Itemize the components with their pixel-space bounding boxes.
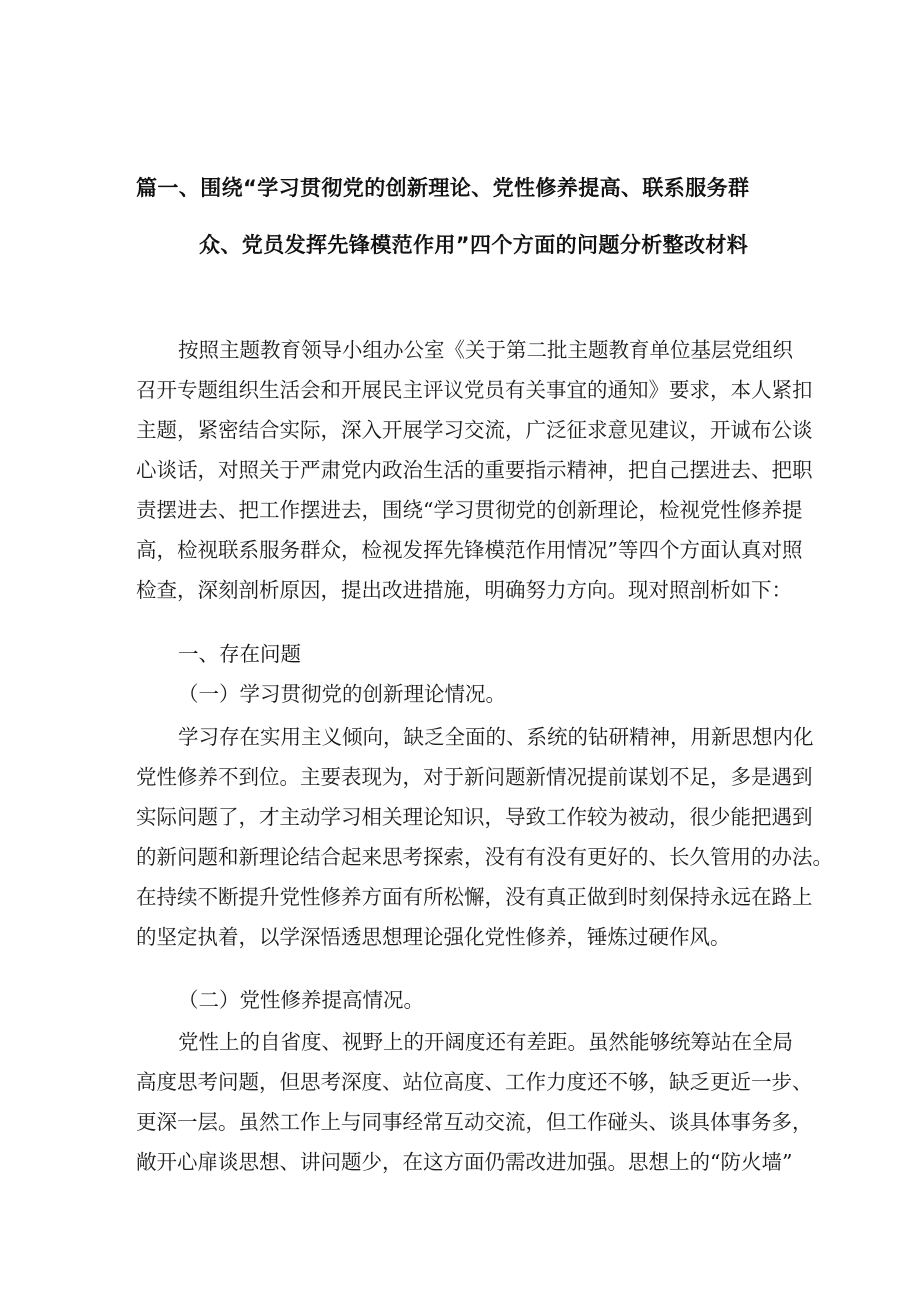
intro-line: 责摆进去、把工作摆进去，围绕“学习贯彻党的创新理论，检视党性修养提 (136, 498, 803, 522)
paragraph-line: 实际问题了，才主动学习相关理论知识，导致工作较为被动，很少能把遇到 (136, 805, 813, 829)
intro-line: 高，检视联系服务群众，检视发挥先锋模范作用情况”等四个方面认真对照 (136, 538, 803, 562)
paragraph-line: 的新问题和新理论结合起来思考探索，没有有没有更好的、长久管用的办法。 (136, 845, 833, 869)
paragraph-line: 在持续不断提升党性修养方面有所松懈，没有真正做到时刻保持永远在路上 (136, 885, 813, 909)
paragraph-line: 更深一层。虽然工作上与同事经常互动交流，但工作碰头、谈具体事务多， (136, 1110, 813, 1134)
intro-line: 心谈话，对照关于严肃党内政治生活的重要指示精神，把自己摆进去、把职 (136, 458, 813, 482)
paragraph-line: 高度思考问题，但思考深度、站位高度、工作力度还不够，缺乏更近一步、 (136, 1070, 813, 1094)
intro-line: 召开专题组织生活会和开展民主评议党员有关事宜的通知》要求，本人紧扣 (136, 378, 813, 402)
paragraph-line: 党性修养不到位。主要表现为，对于新问题新情况提前谋划不足，多是遇到 (136, 765, 813, 789)
paragraph-line: 党性上的自省度、视野上的开阔度还有差距。虽然能够统筹站在全局 (178, 1030, 793, 1054)
subsection-1-heading: （一）学习贯彻党的创新理论情况。 (178, 682, 506, 706)
subsection-2-heading: （二）党性修养提高情况。 (178, 988, 424, 1012)
intro-line: 主题，紧密结合实际，深入开展学习交流，广泛征求意见建议，开诚布公谈 (136, 418, 813, 442)
document-title-line-2: 众、党员发挥先锋模范作用”四个方面的问题分析整改材料 (199, 233, 749, 257)
document-title-line-1: 篇一、围绕“学习贯彻党的创新理论、党性修养提高、联系服务群 (136, 176, 750, 200)
intro-line: 按照主题教育领导小组办公室《关于第二批主题教育单位基层党组织 (178, 338, 793, 362)
paragraph-line: 敞开心扉谈思想、讲问题少，在这方面仍需改进加强。思想上的“防火墙” (136, 1150, 793, 1174)
intro-line: 检查，深刻剖析原因，提出改进措施，明确努力方向。现对照剖析如下： (136, 578, 792, 602)
section-heading-existing-problems: 一、存在问题 (178, 642, 301, 666)
paragraph-line: 的坚定执着，以学深悟透思想理论强化党性修养，锤炼过硬作风。 (136, 925, 731, 949)
paragraph-line: 学习存在实用主义倾向，缺乏全面的、系统的钻研精神，用新思想内化 (178, 725, 814, 749)
